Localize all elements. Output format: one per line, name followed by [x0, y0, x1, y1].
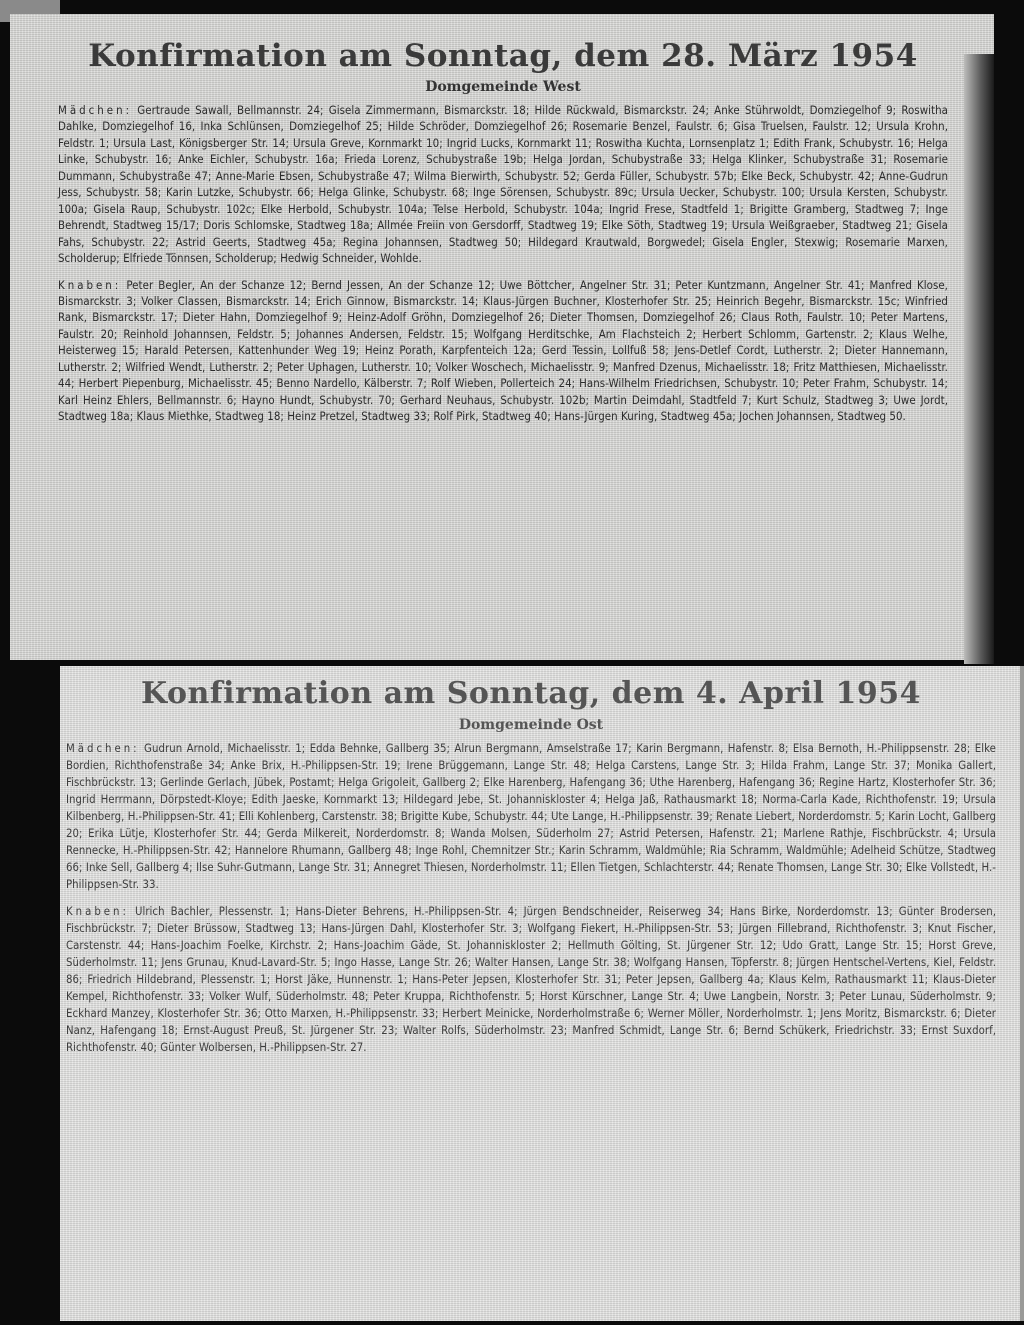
clipping-subtitle: Domgemeinde Ost — [458, 717, 604, 733]
section-text: Peter Begler, An der Schanze 12; Bernd Jessen, An der Schanze 12; Uwe Böttcher, Angelner Str. 31; Peter Kuntzmann, Angelner Str. 41; Manfred Klose, Bismarckstr. 3; Volker Classen, Bismarckstr. 14; Erich Ginnow, Bismarckstr. 14; Klaus-Jürgen Buchner, Klosterhofer Str. 25; Heinrich Begehr, Bismarckstr. 15c; Winfried Rank, Bismarckstr. 17; Dieter Hahn, Domziegelhof 9; Heinz-Adolf Gröhn, Domziegelhof 26; Dieter Thomsen, Domziegelhof 26; Claus Roth, Faulstr. 10; Peter Martens, Faulstr. 20; Reinhold Johannsen, Feldstr. 5; Johannes Andersen, Feldstr. 15; Wolfgang Herditschke, Am Flachsteich 2; Herbert Schlomm, Gartenstr. 2; Klaus Welhe, Heisterweg 15; Harald Petersen, Kattenhunder Weg 19; Heinz Porath, Karpfenteich 12a; Gerd Tessin, Lollfuß 58; Jens-Detlef Cordt, Lutherstr. 2; Dieter Hannemann, Lutherstr. 2; Wilfried Wendt, Lutherstr. 2; Peter Uphagen, Lutherstr. 10; Volker Woschech, Michaelisstr. 9; Manfred Dzenus, Michaelisstr. 18; Fritz Matthiesen, Michaelisstr. 44; Herbert Piepenburg, Michaelisstr. 45; Benno Nardello, Kälberstr. 7; Rolf Wieben, Pollerteich 24; Hans-Wilhelm Friedrichsen, Schubystr. 10; Peter Frahm, Schubystr. 14; Karl Heinz Ehlers, Bellmannstr. 6; Hayno Hundt, Schubystr. 70; Gerhard Neuhaus, Schubystr. 102b; Martin Deimdahl, Stadtfeld 7; Kurt Schulz, Stadtweg 3; Uwe Jordt, Stadtweg 18a; Klaus Miethke, Stadtweg 18; Heinz Pretzel, Stadtweg 33; Rolf Pirk, Stadtweg 40; Hans-Jürgen Kuring, Stadtweg 45a; Jochen Johannsen, Stadtweg 50. — [58, 277, 948, 424]
girls-list — [66, 740, 996, 893]
section-text: Gertraude Sawall, Bellmannstr. 24; Gisela Zimmermann, Bismarckstr. 18; Hilde Rückwald, Bismarckstr. 24; Anke Stührwoldt, Domziegelhof 9; Roswitha Dahlke, Domziegelhof 16, Inka Schlünsen, Domziegelhof 25; Hilde Schröder, Domziegelhof 26; Rosemarie Benzel, Faulstr. 6; Gisa Truelsen, Faulstr. 12; Ursula Krohn, Feldstr. 1; Ursula Last, Königsberger Str. 14; Ursula Greve, Kornmarkt 10; Ingrid Lucks, Kornmarkt 11; Roswitha Kuchta, Lornsenplatz 1; Edith Frank, Schubystr. 16; Helga Linke, Schubystr. 16; Anke Eichler, Schubystr. 16a; Frieda Lorenz, Schubystraße 19b; Helga Jordan, Schubystraße 33; Helga Klinker, Schubystraße 31; Rosemarie Dummann, Schubystraße 47; Anne-Marie Ebsen, Schubystraße 47; Wilma Bierwirth, Schubystr. 52; Gerda Füller, Schubystr. 57b; Elke Beck, Schubystr. 42; Anne-Gudrun Jess, Schubystr. 58; Karin Lutzke, Schubystr. 66; Helga Glinke, Schubystr. 68; Inge Sörensen, Schubystr. 89c; Ursula Uecker, Schubystr. 100; Ursula Kersten, Schubystr. 100a; Gisela Raup, Schubystr. 102c; Elke Herbold, Schubystr. 104a; Telse Herbold, Schubystr. 104a; Ingrid Frese, Stadtfeld 1; Brigitte Gramberg, Stadtweg 7; Inge Behrendt, Stadtweg 15/17; Doris Schlomske, Stadtweg 18a; Allmée Freiin von Gersdorff, Stadtweg 19; Elke Söth, Stadtweg 19; Ursula Weißgraeber, Stadtweg 21; Gisela Fahs, Schubystr. 22; Astrid Geerts, Stadtweg 45a; Regina Johannsen, Stadtweg 50; Hildegard Krautwald, Borgwedel; Gisela Engler, Stexwig; Rosemarie Marxen, Scholderup; Elfriede Tönnsen, Scholderup; Hedwig Schneider, Wohlde. — [58, 103, 948, 266]
clipping-ost — [60, 666, 1024, 1321]
section-label: Mädchen: — [58, 103, 133, 117]
clipping-west — [10, 14, 994, 660]
section-label: Mädchen: — [66, 742, 140, 755]
clipping-subtitle: Domgemeinde West — [425, 79, 581, 95]
clipping-title: Konfirmation am Sonntag, dem 28. März 1954 — [88, 38, 918, 74]
page-edge — [1020, 666, 1024, 1321]
section-label: Knaben: — [58, 277, 122, 292]
boys-list — [66, 903, 996, 1056]
page-edge-shadow — [964, 54, 994, 664]
section-label: Knaben: — [66, 905, 129, 918]
section-text: Ulrich Bachler, Plessenstr. 1; Hans-Dieter Behrens, H.-Philippsen-Str. 4; Jürgen Bendschneider, Reiserweg 34; Hans Birke, Norderdomstr. 13; Günter Brodersen, Fischbrückstr. 7; Dieter Brüssow, Stadtweg 13; Hans-Jürgen Dahl, Klosterhofer Str. 3; Wolfgang Fiekert, H.-Philippsen-Str. 53; Jürgen Fillebrand, Richthofenstr. 3; Knut Fischer, Carstenstr. 44; Hans-Joachim Foelke, Kirchstr. 2; Hans-Joachim Gäde, St. Johanniskloster 2; Hellmuth Gölting, St. Jürgener Str. 12; Udo Gratt, Lange Str. 15; Horst Greve, Süderholmstr. 11; Jens Grunau, Knud-Lavard-Str. 5; Ingo Hasse, Lange Str. 26; Walter Hansen, Lange Str. 38; Wolfgang Hansen, Töpferstr. 8; Jürgen Hentschel-Vertens, Kiel, Feldstr. 86; Friedrich Hildebrand, Plessenstr. 1; Horst Jäke, Hunnenstr. 1; Hans-Peter Jepsen, Klosterhofer Str. 31; Peter Jepsen, Gallberg 4a; Klaus Kelm, Rathausmarkt 11; Klaus-Dieter Kempel, Richthofenstr. 33; Volker Wulf, Süderholmstr. 48; Peter Kruppa, Richthofenstr. 5; Horst Kürschner, Lange Str. 4; Uwe Langbein, Norstr. 3; Peter Lunau, Süderholmstr. 9; Eckhard Manzey, Klosterhofer Str. 36; Otto Marxen, H.-Philippsenstr. 33; Herbert Meinicke, Norderholmstraße 6; Werner Möller, Norderholmstr. 1; Jens Moritz, Bismarckstr. 6; Dieter Nanz, Hafengang 18; Ernst-August Preuß, St. Jürgener Str. 23; Walter Rolfs, Süderholmstr. 23; Manfred Schmidt, Lange Str. 6; Bernd Schükerk, Friedrichstr. 33; Ernst Suxdorf, Richthofenstr. 40; Günter Wolbersen, H.-Philippsen-Str. 27. — [66, 905, 996, 1054]
section-text: Gudrun Arnold, Michaelisstr. 1; Edda Behnke, Gallberg 35; Alrun Bergmann, Amselstraße 17; Karin Bergmann, Hafenstr. 8; Elsa Bernoth, H.-Philippsenstr. 28; Elke Bordien, Richthofenstraße 34; Anke Brix, H.-Philippsen-Str. 19; Irene Brüggemann, Lange Str. 48; Helga Carstens, Lange Str. 3; Hilda Frahm, Lange Str. 37; Monika Gallert, Fischbrückstr. 13; Gerlinde Gerlach, Jübek, Postamt; Helga Grigoleit, Gallberg 2; Elke Harenberg, Hafengang 36; Uthe Harenberg, Hafengang 36; Regine Hartz, Klosterhofer Str. 36; Ingrid Herrmann, Dörpstedt-Kloye; Edith Jaeske, Kornmarkt 13; Hildegard Jebe, St. Johanniskloster 4; Helga Jaß, Rathausmarkt 18; Norma-Carla Kade, Richthofenstr. 19; Ursula Kilbenberg, H.-Philippsen-Str. 41; Elli Kohlenberg, Carstenstr. 38; Brigitte Kube, Schubystr. 44; Ute Lange, H.-Philippsenstr. 39; Renate Liebert, Norderdomstr. 5; Karin Locht, Gallberg 20; Erika Lütje, Klosterhofer Str. 44; Gerda Milkereit, Norderdomstr. 8; Wanda Molsen, Süderholm 27; Astrid Petersen, Hafenstr. 21; Marlene Rathje, Fischbrückstr. 4; Ursula Rennecke, H.-Philippsen-Str. 42; Hannelore Rhumann, Gallberg 48; Inge Rohl, Chemnitzer Str.; Karin Schramm, Waldmühle; Ria Schramm, Waldmühle; Adelheid Schütze, Stadtweg 66; Inke Sell, Gallberg 4; Ilse Suhr-Gutmann, Lange Str. 31; Annegret Thiesen, Norderholmstr. 11; Ellen Tietgen, Schlachterstr. 44; Renate Thomsen, Lange Str. 30; Elke Vollstedt, H.-Philippsen-Str. 33. — [66, 742, 996, 891]
clipping-title: Konfirmation am Sonntag, dem 4. April 1954 — [141, 676, 921, 711]
boys-list — [58, 277, 948, 425]
girls-list — [58, 102, 948, 267]
